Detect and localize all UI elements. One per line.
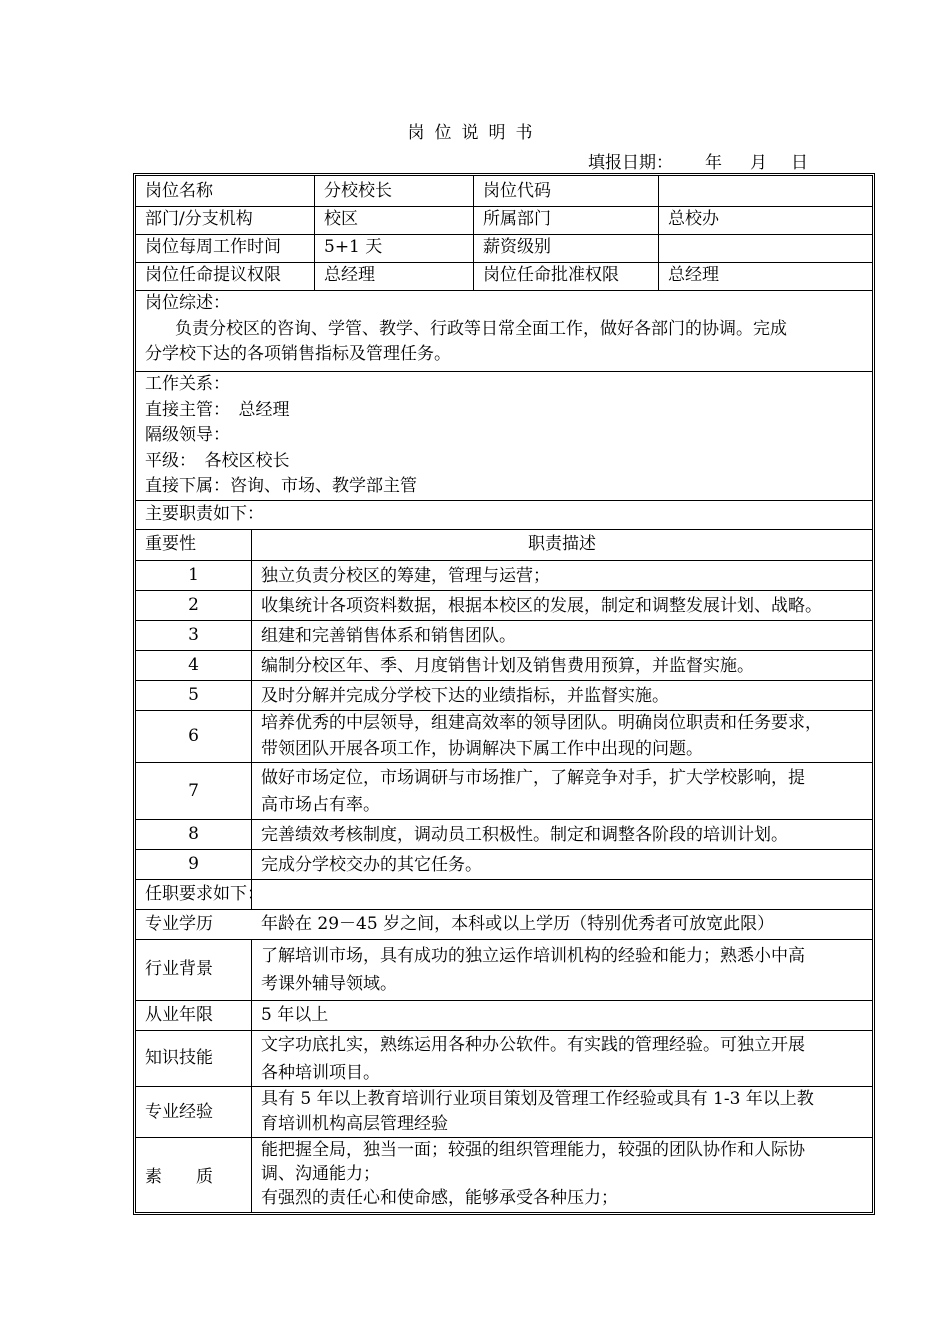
relations-skip-leader: 隔级领导： [145, 425, 230, 445]
value-belonging-department: 总校办 [668, 209, 719, 229]
req-skills-line1: 文字功底扎实，熟练运用各种办公软件。有实践的管理经验。可独立开展 [261, 1035, 805, 1055]
req-years-label: 从业年限 [145, 1005, 213, 1025]
value-appointment-approval: 总经理 [668, 265, 719, 285]
label-salary-level: 薪资级别 [483, 237, 551, 257]
col-description-header: 职责描述 [528, 534, 596, 554]
req-industry-line2: 考课外辅导领域。 [261, 974, 397, 994]
req-education-text: 年龄在 29－45 岁之间，本科或以上学历（特别优秀者可放宽此限） [261, 914, 775, 934]
duty-row-2-text: 收集统计各项资料数据，根据本校区的发展，制定和调整发展计划、战略。 [261, 596, 822, 616]
duty-row-7-num: 7 [188, 781, 199, 801]
duty-row-2-num: 2 [188, 595, 199, 615]
req-industry-text [261, 942, 869, 998]
duty-row-5-text: 及时分解并完成分学校下达的业绩指标，并监督实施。 [261, 686, 669, 706]
label-appointment-approval: 岗位任命批准权限 [483, 265, 619, 285]
req-years-text: 5 年以上 [261, 1005, 329, 1025]
duty-row-7-line2: 高市场占有率。 [261, 795, 380, 815]
fill-date-label: 填报日期： [588, 153, 673, 173]
duties-label: 主要职责如下： [145, 504, 264, 524]
summary-label: 岗位综述： [145, 293, 230, 313]
duty-row-8-num: 8 [188, 824, 199, 844]
requirements-label: 任职要求如下： [145, 884, 264, 904]
duty-row-7-line1: 做好市场定位，市场调研与市场推广，了解竞争对手，扩大学校影响，提 [261, 768, 805, 788]
label-department-branch: 部门/分支机构 [145, 209, 253, 229]
req-experience-text [261, 1087, 869, 1137]
col-importance-header: 重要性 [145, 534, 196, 554]
relations-subordinates: 直接下属：咨询、市场、教学部主管 [145, 476, 417, 496]
req-quality-label: 素 质 [145, 1167, 213, 1187]
duty-row-4-num: 4 [188, 655, 199, 675]
duty-row-1-num: 1 [188, 565, 199, 585]
req-experience-line2: 育培训机构高层管理经验 [261, 1114, 448, 1134]
value-weekly-work-time: 5+1 天 [324, 237, 383, 257]
summary-text-line1: 负责分校区的咨询、学管、教学、行政等日常全面工作，做好各部门的协调。完成 [175, 318, 787, 339]
duty-row-3-text: 组建和完善销售体系和销售团队。 [261, 626, 516, 646]
duty-row-6-num: 6 [188, 726, 199, 746]
req-industry-line1: 了解培训市场，具有成功的独立运作培训机构的经验和能力；熟悉小中高 [261, 946, 805, 966]
relations-label: 工作关系： [145, 374, 230, 394]
label-position-code: 岗位代码 [483, 181, 551, 201]
req-industry-label: 行业背景 [145, 959, 213, 979]
value-appointment-proposal: 总经理 [324, 265, 375, 285]
req-quality-line2: 调、沟通能力； [261, 1164, 380, 1184]
label-weekly-work-time: 岗位每周工作时间 [145, 237, 281, 257]
duty-row-6-line2: 带领团队开展各项工作，协调解决下属工作中出现的问题。 [261, 738, 703, 759]
value-department-branch: 校区 [324, 209, 358, 229]
req-quality-line1: 能把握全局，独当一面；较强的组织管理能力，较强的团队协作和人际协 [261, 1140, 805, 1160]
label-position-name: 岗位名称 [145, 181, 213, 201]
req-skills-text [261, 1031, 869, 1087]
summary-section [145, 291, 867, 368]
value-position-name: 分校校长 [324, 181, 392, 201]
req-experience-label: 专业经验 [145, 1102, 213, 1122]
duty-row-5-num: 5 [188, 685, 199, 705]
req-education-label: 专业学历 [145, 914, 213, 934]
relations-section [145, 372, 867, 500]
relations-peer: 平级： 各校区校长 [145, 450, 290, 471]
req-skills-label: 知识技能 [145, 1048, 213, 1068]
duty-row-9-text: 完成分学校交办的其它任务。 [261, 855, 482, 875]
req-quality-text [261, 1138, 869, 1210]
duty-row-4-text: 编制分校区年、季、月度销售计划及销售费用预算，并监督实施。 [261, 656, 754, 676]
relations-direct-supervisor: 直接主管： 总经理 [145, 399, 290, 420]
label-appointment-proposal: 岗位任命提议权限 [145, 265, 281, 285]
duty-row-7-text [261, 765, 869, 819]
year-label: 年 [705, 153, 722, 173]
day-label: 日 [791, 153, 808, 173]
month-label: 月 [750, 153, 767, 173]
summary-text-line2: 分学校下达的各项销售指标及管理任务。 [145, 344, 451, 364]
duty-row-3-num: 3 [188, 625, 199, 645]
label-belonging-department: 所属部门 [483, 209, 551, 229]
document-title: 岗位说明书 [407, 123, 543, 143]
req-experience-line1: 具有 5 年以上教育培训行业项目策划及管理工作经验或具有 1-3 年以上教 [261, 1089, 814, 1109]
duty-row-9-num: 9 [188, 854, 199, 874]
duty-row-1-text: 独立负责分校区的筹建，管理与运营； [261, 566, 550, 586]
fill-date-line [588, 148, 808, 173]
duty-row-6-line1: 培养优秀的中层领导，组建高效率的领导团队。明确岗位职责和任务要求， [261, 713, 822, 733]
req-quality-line3: 有强烈的责任心和使命感，能够承受各种压力； [261, 1188, 618, 1208]
req-skills-line2: 各种培训项目。 [261, 1063, 380, 1083]
duty-row-8-text: 完善绩效考核制度，调动员工积极性。制定和调整各阶段的培训计划。 [261, 825, 788, 845]
duty-row-6-text [261, 711, 869, 762]
job-description-table [133, 173, 875, 1215]
